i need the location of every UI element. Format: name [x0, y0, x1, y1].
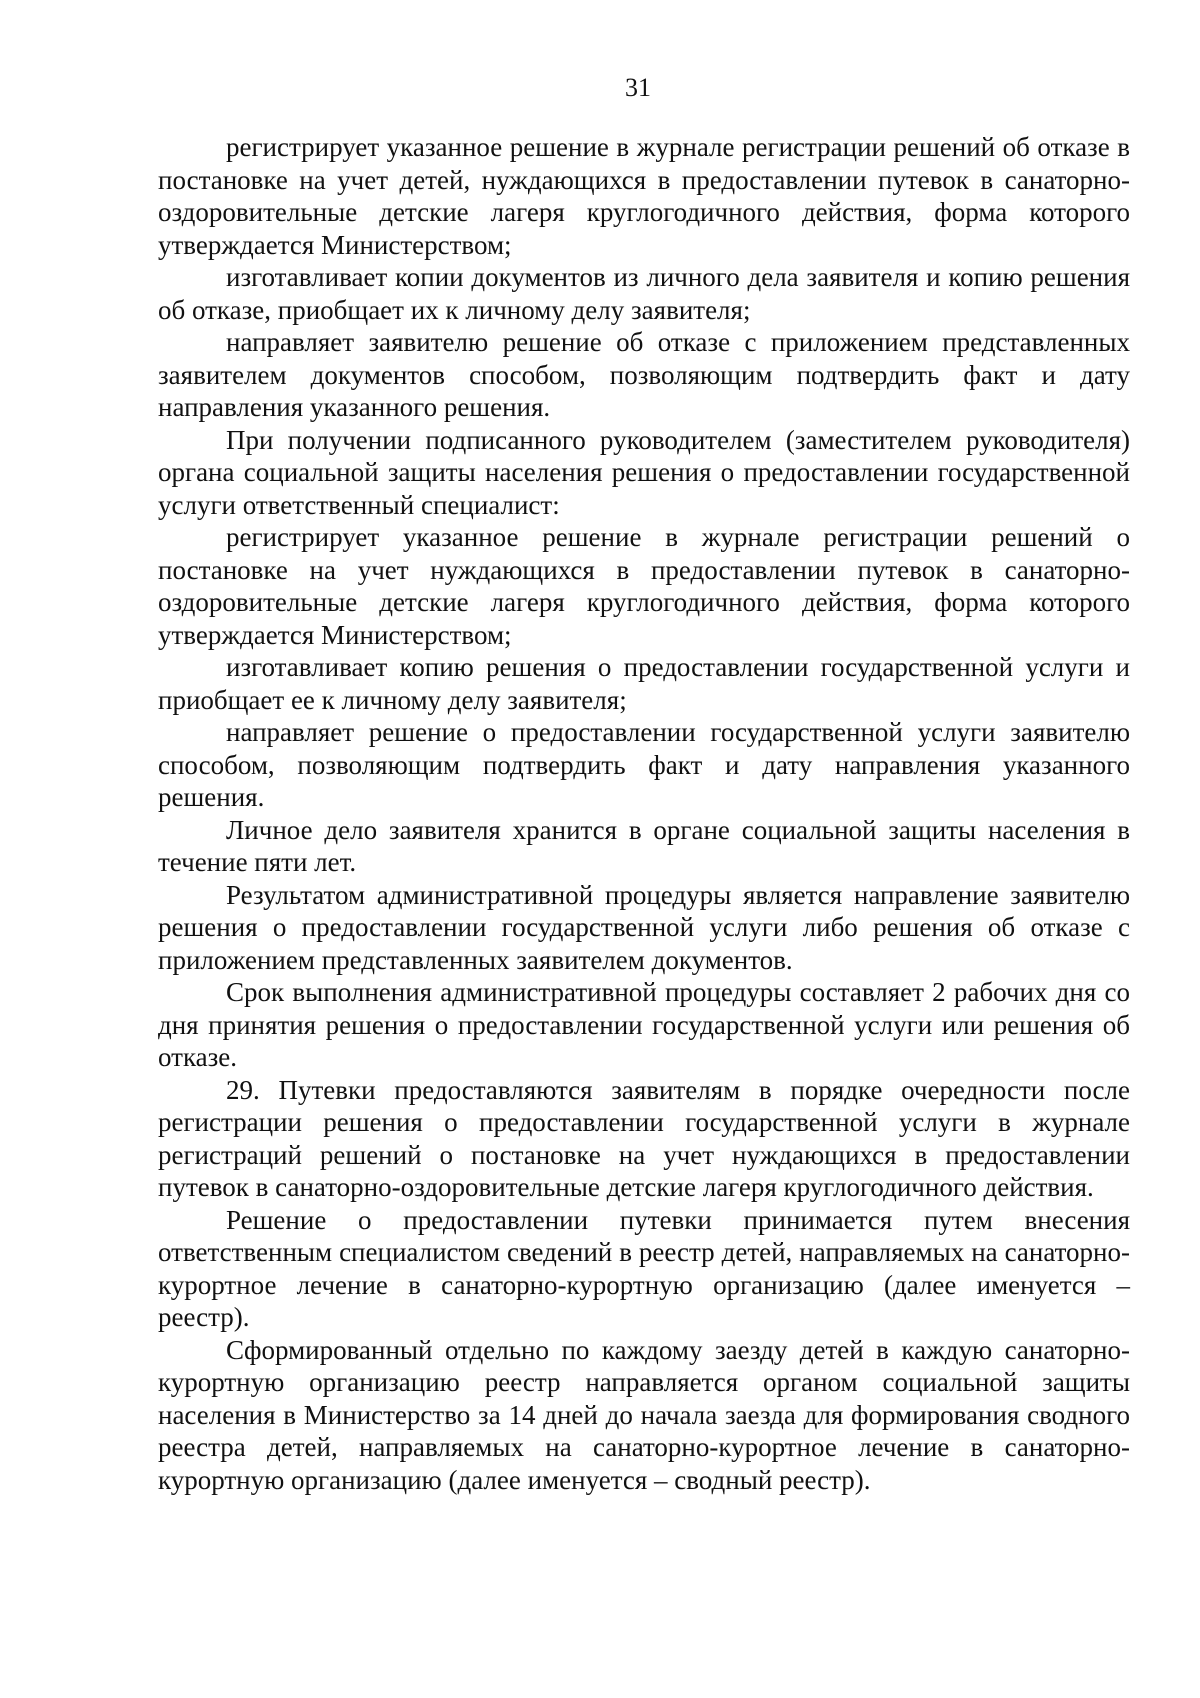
paragraph: Результатом административной процедуры является направление заявителю решения о предоставлении государственной услуги либо решения об отказе с приложением представленных заявителем документов. [158, 879, 1130, 975]
paragraph: Личное дело заявителя хранится в органе социальной защиты населения в течение пяти лет. [158, 814, 1130, 877]
document-body [158, 131, 1130, 1496]
paragraph: направляет решение о предоставлении государственной услуги заявителю способом, позволяющим подтвердить факт и дату направления указанного решения. [158, 717, 1130, 812]
paragraph: Срок выполнения административной процедуры составляет 2 рабочих дня со дня принятия решения о предоставлении государственной услуги или решения об отказе. [158, 977, 1130, 1072]
paragraph: При получении подписанного руководителем (заместителем руководителя) органа социальной защиты населения решения о предоставлении государственной услуги ответственный специалист: [158, 424, 1130, 520]
paragraph: Сформированный отдельно по каждому заезду детей в каждую санаторно-курортную организацию реестр направляется органом социальной защиты населения в Министерство за 14 дней до начала заезда для формирования сводного реестра детей, направляемых на санаторно-курортное лечение в санаторно-курортную организацию (далее именуется – сводный реестр). [158, 1334, 1130, 1495]
paragraph: регистрирует указанное решение в журнале регистрации решений о постановке на учет нуждающихся в предоставлении путевок в санаторно-оздоровительные детские лагеря круглогодичного действия, форма которого утверждается Министерством; [158, 522, 1130, 650]
paragraph: изготавливает копии документов из личного дела заявителя и копию решения об отказе, приобщает их к личному делу заявителя; [158, 262, 1130, 325]
paragraph: Решение о предоставлении путевки принимается путем внесения ответственным специалистом сведений в реестр детей, направляемых на санаторно-курортное лечение в санаторно-курортную организацию (далее именуется – реестр). [158, 1204, 1130, 1332]
paragraph: направляет заявителю решение об отказе с приложением представленных заявителем документов способом, позволяющим подтвердить факт и дату направления указанного решения. [158, 327, 1130, 422]
paragraph: 29. Путевки предоставляются заявителям в порядке очередности после регистрации решения о предоставлении государственной услуги в журнале регистраций решений о постановке на учет нуждающихся в предоставлении путевок в санаторно-оздоровительные детские лагеря круглогодичного действия. [158, 1074, 1130, 1202]
page-number: 31 [625, 73, 651, 102]
paragraph: изготавливает копию решения о предоставлении государственной услуги и приобщает ее к личному делу заявителя; [158, 652, 1130, 715]
paragraph: регистрирует указанное решение в журнале регистрации решений об отказе в постановке на учет детей, нуждающихся в предоставлении путевок в санаторно-оздоровительные детские лагеря круглогодичного действия, форма которого утверждается Министерством; [158, 132, 1130, 260]
